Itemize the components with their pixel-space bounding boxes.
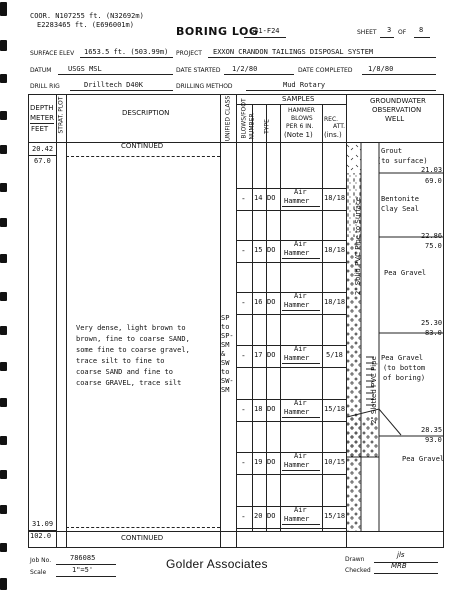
meter-header: METER (30, 114, 55, 122)
well-header: WELL (385, 115, 405, 123)
to-bottom-label: (to bottom (383, 364, 426, 372)
per-6in-header: PER 6 IN. (286, 123, 314, 130)
project: EXXON CRANDON TAILINGS DISPOSAL SYSTEM (213, 48, 374, 56)
date-completed: 1/8/80 (368, 65, 394, 73)
boring-log-page: COOR. N107255 ft. (N32692m) E2283465 ft. (E696001m) BORING LOG G41-F24 SHEET 3 OF 8 SURFACE ELEV 1653.5 ft. (503.99m) PROJECT EXXON CRANDON TAILINGS DISPOSAL SYSTEM DATUM USGS MSL DATE STARTED 1/2/80 DATE COMPLETED 1/8/80 DRILL RIG Drilltech D40K DRILLING METHOD Mud Rotary DEPTH METER FEET STRAT. PLOT DESCRIPTION UNIFIED CLASS BLOWS/FOOT SAMPLES NUMBER TYPE HAMMER BLOWS PER 6 IN. (Note 1) REC. ATT. (ins.) GROUNDWATER OBSERVATION WELL 20.42 67.0 31.09 102.0 CONTINUED CONTINUED Very dense, light brown to brown, fine to coarse SAND, some fine to coarse gravel, trace silt to fine to coarse SAND and fine to coarse GRAVEL, trace silt SP to SP- SM & SW to SW- SM - 14 DO Air Hammer 18/18 - 15 DO Air Hammer 18/18 - 16 DO Air Hammer 18/18 - 17 DO Air Hammer 5/18 - 18 DO Air Hammer 15/18 - 19 DO Air Hammer 10/15 - 20 DO Air Hammer 15/18 2" Solid PVC Pipe to Surface 2" Slotted PVC Pipe Grout (to surface) 21.03 69.0 Bentonite Clay Seal 22.86 75.0 Pea Gravel 25.30 83.0 Pea Gravel (to bottom of boring) 28.35 93.0 Pea Gravel Job No. 786085 Scale 1"=5' Golder Associates Drawn jls Checked MRB (0, 0, 462, 599)
description-line: coarse SAND and fine to (76, 368, 173, 376)
datum-label: DATUM (30, 67, 52, 74)
solid-pipe-label: 2" Solid PVC Pipe to Surface (354, 196, 362, 296)
depth-22-86: 22.86 (421, 232, 443, 240)
description-line: Very dense, light brown to (76, 324, 186, 332)
sheet-number: 3 (387, 26, 392, 34)
depth-header: DEPTH (30, 104, 54, 112)
checked-label: Checked (345, 567, 371, 574)
depth-25-30: 25.30 (421, 319, 443, 327)
description-line: trace silt to fine to (76, 357, 165, 365)
checked-initials: MRB (391, 562, 407, 570)
pea-gravel-bottom-label: Pea Gravel (381, 354, 424, 362)
class-token: SW (221, 359, 230, 367)
date-started: 1/2/80 (232, 65, 258, 73)
drill-rig: Drilltech D40K (84, 81, 144, 89)
binder-mark (0, 183, 7, 192)
att-header: ATT. (333, 123, 346, 130)
binder-mark (0, 470, 7, 479)
ins-header: (ins.) (324, 131, 342, 139)
drilling-method-label: DRILLING METHOD (176, 83, 233, 90)
slotted-pipe-label: 2" Slotted PVC Pipe (370, 356, 378, 424)
grout-label: Grout (381, 147, 403, 155)
samples-header: SAMPLES (282, 95, 315, 103)
bentonite-label: Bentonite (381, 195, 419, 203)
description-line: coarse GRAVEL, trace silt (76, 379, 182, 387)
coord-east: E2283465 ft. (E696001m) (37, 21, 134, 29)
class-token: SP- (221, 332, 234, 340)
rec-header: REC. (324, 116, 339, 123)
depth-21-03: 21.03 (421, 166, 443, 174)
sheet-total: 8 (419, 26, 424, 34)
job-no-label: Job No. (30, 557, 52, 564)
feet-header: FEET (31, 125, 49, 133)
drill-rig-label: DRILL RIG (30, 83, 60, 90)
strat-plot-header: STRAT. PLOT (57, 96, 65, 134)
description-line: some fine to coarse gravel, (76, 346, 190, 354)
type-header: TYPE (263, 119, 271, 134)
coord-north: COOR. N107255 ft. (N32692m) (30, 12, 144, 20)
pea-gravel-3-label: Pea Gravel (402, 455, 445, 463)
of-label: OF (398, 29, 407, 36)
top-depth-m: 20.42 (32, 145, 54, 153)
class-token: & (221, 350, 226, 358)
continued-top: CONTINUED (121, 142, 164, 150)
class-token: SW- (221, 377, 234, 385)
binder-mark (0, 578, 7, 590)
depth-93: 93.0 (425, 436, 442, 444)
depth-75: 75.0 (425, 242, 442, 250)
binder-mark (0, 292, 7, 301)
project-label: PROJECT (176, 50, 202, 57)
company-name: Golder Associates (166, 557, 268, 571)
grout-sublabel: (to surface) (377, 157, 428, 165)
binder-mark (0, 145, 7, 154)
bottom-depth-m: 31.09 (32, 520, 54, 528)
continued-bottom: CONTINUED (121, 534, 164, 542)
observation-header: OBSERVATION (372, 106, 422, 114)
description-header: DESCRIPTION (122, 109, 170, 117)
page-title: BORING LOG (176, 25, 259, 38)
drilling-method: Mud Rotary (283, 81, 326, 89)
log-id: G41-F24 (250, 27, 280, 35)
binder-mark (0, 218, 7, 227)
sheet-label: SHEET (357, 29, 377, 36)
binder-mark (0, 398, 7, 407)
class-token: SP (221, 314, 230, 322)
of-boring-label: of boring) (383, 374, 426, 382)
date-started-label: DATE STARTED (176, 67, 221, 74)
depth-69: 69.0 (425, 177, 442, 185)
class-token: to (221, 323, 230, 331)
hammer-header: HAMMER (288, 107, 315, 114)
blows-header: BLOWS (291, 115, 313, 122)
surface-elev: 1653.5 ft. (503.99m) (84, 48, 169, 56)
binder-mark (0, 111, 7, 120)
date-completed-label: DATE COMPLETED (298, 67, 353, 74)
class-token: to (221, 368, 230, 376)
class-token: SM (221, 386, 230, 394)
description-line: brown, fine to coarse SAND, (76, 335, 190, 343)
binder-mark (0, 436, 7, 445)
groundwater-header: GROUNDWATER (370, 97, 426, 105)
scale-label: Scale (30, 569, 47, 576)
binder-mark (0, 505, 7, 514)
binder-mark (0, 362, 7, 371)
blows-foot-header: BLOWS/FOOT (240, 98, 248, 139)
scale: 1"=5' (72, 566, 94, 574)
drawn-initials: jls (397, 551, 405, 559)
depth-28-35: 28.35 (421, 426, 443, 434)
clay-seal-label: Clay Seal (381, 205, 419, 213)
note1-header: (Note 1) (284, 131, 313, 139)
class-token: SM (221, 341, 230, 349)
binder-mark (0, 326, 7, 335)
datum: USGS MSL (68, 65, 102, 73)
binder-mark (0, 74, 7, 83)
binder-mark (0, 40, 7, 51)
pea-gravel-label: Pea Gravel (384, 269, 427, 277)
binder-mark (0, 2, 7, 16)
job-no: 786085 (70, 554, 96, 562)
binder-mark (0, 254, 7, 263)
top-depth-ft: 67.0 (34, 157, 51, 165)
bottom-depth-ft: 102.0 (30, 532, 52, 540)
drawn-label: Drawn (345, 556, 365, 563)
depth-83: 83.0 (425, 329, 442, 337)
unified-class-header: UNIFIED CLASS (224, 95, 232, 142)
binder-mark (0, 543, 7, 552)
number-header: NUMBER (248, 113, 256, 140)
surface-elev-label: SURFACE ELEV (30, 50, 75, 57)
